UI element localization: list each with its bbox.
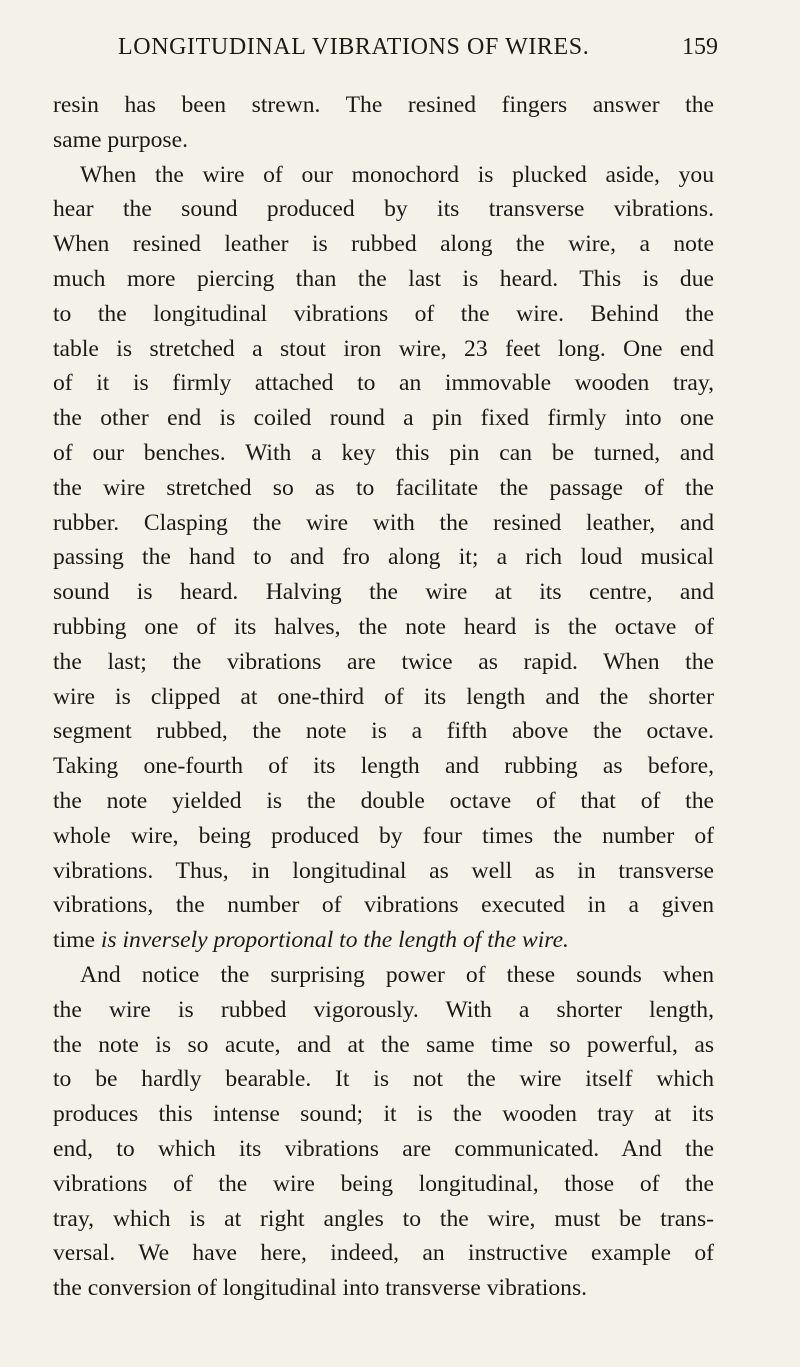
- text-line: [53, 645, 714, 680]
- text-line: [53, 88, 714, 123]
- text-line: [53, 401, 714, 436]
- text-line: [53, 262, 714, 297]
- text-line: [53, 297, 714, 332]
- text-line-content: time: [53, 927, 95, 954]
- text-line: [53, 819, 714, 854]
- text-line-content: to be hardly bearable. It is not the wire itself which: [53, 1066, 714, 1093]
- text-line: [53, 854, 714, 889]
- text-line-content: produces this intense sound; it is the wooden tray at its: [53, 1101, 714, 1128]
- text-line: [53, 993, 714, 1028]
- text-line: [53, 1097, 714, 1132]
- text-line-content: the other end is coiled round a pin fixed firmly into one: [53, 405, 714, 432]
- text-line-content: hear the sound produced by its transverse vibrations.: [53, 196, 714, 223]
- text-line: [53, 123, 714, 158]
- text-line-content: rubbing one of its halves, the note heard is the octave of: [53, 613, 714, 640]
- text-line-content: sound is heard. Halving the wire at its centre, and: [53, 579, 714, 606]
- text-line: [53, 1271, 714, 1306]
- italic-emphasis: is inversely proportional to the length of the wire.: [94, 927, 569, 954]
- text-line: [53, 610, 714, 645]
- text-line-content: vibrations, the number of vibrations executed in a given: [53, 892, 714, 919]
- running-title: LONGITUDINAL VIBRATIONS OF WIRES.: [118, 34, 590, 60]
- text-line: [53, 158, 714, 193]
- text-line-content: And notice the surprising power of these sounds when: [80, 961, 714, 988]
- text-line-content: of it is firmly attached to an immovable wooden tray,: [53, 370, 714, 397]
- text-line-content: the note is so acute, and at the same time so powerful, as: [53, 1031, 714, 1058]
- text-line: [53, 680, 714, 715]
- text-line-content: vibrations. Thus, in longitudinal as well as in transverse: [53, 857, 714, 884]
- text-line: [53, 366, 714, 401]
- text-line-content: When resined leather is rubbed along the wire, a note: [53, 231, 714, 258]
- text-line-content: same purpose.: [53, 126, 188, 153]
- text-line: [53, 575, 714, 610]
- text-line: [53, 1236, 714, 1271]
- text-line-content: the wire stretched so as to facilitate the passage of the: [53, 474, 714, 501]
- text-line-content: whole wire, being produced by four times the number of: [53, 822, 714, 849]
- text-line: [53, 958, 714, 993]
- text-line-content: much more piercing than the last is heard. This is due: [53, 265, 714, 292]
- text-line-content: rubber. Clasping the wire with the resined leather, and: [53, 509, 714, 536]
- text-line-content: table is stretched a stout iron wire, 23 feet long. One end: [53, 335, 714, 362]
- text-line-content: segment rubbed, the note is a fifth above the octave.: [53, 718, 714, 745]
- text-line: [53, 784, 714, 819]
- text-line-content: Taking one-fourth of its length and rubbing as before,: [53, 753, 714, 780]
- text-line-content: the note yielded is the double octave of that of the: [53, 787, 714, 814]
- text-line-content: to the longitudinal vibrations of the wire. Behind the: [53, 300, 714, 327]
- text-line-content: the last; the vibrations are twice as rapid. When the: [53, 648, 714, 675]
- text-line: [53, 1202, 714, 1237]
- text-line: [53, 471, 714, 506]
- text-line-content: the conversion of longitudinal into transverse vibrations.: [53, 1275, 588, 1302]
- running-head: [118, 34, 718, 68]
- text-line: [53, 506, 714, 541]
- text-line: [53, 714, 714, 749]
- text-line: [53, 1167, 714, 1202]
- text-line-content: versal. We have here, indeed, an instructive example of: [53, 1240, 714, 1267]
- text-line-content: resin has been strewn. The resined fingers answer the: [53, 92, 714, 118]
- text-line-content: tray, which is at right angles to the wire, must be trans-: [53, 1205, 714, 1232]
- body-text: [53, 88, 714, 1306]
- text-line: [53, 1062, 714, 1097]
- page-number: 159: [682, 34, 718, 60]
- text-line: [53, 332, 714, 367]
- text-line: [53, 227, 714, 262]
- text-line-content: of our benches. With a key this pin can be turned, and: [53, 439, 714, 466]
- text-line-content: When the wire of our monochord is plucked aside, you: [80, 161, 714, 188]
- text-line: [53, 1028, 714, 1063]
- text-line: [53, 749, 714, 784]
- text-line-content: the wire is rubbed vigorously. With a shorter length,: [53, 996, 714, 1023]
- text-line-content: vibrations of the wire being longitudinal, those of the: [53, 1170, 714, 1197]
- text-line: [53, 888, 714, 923]
- text-line-content: wire is clipped at one-third of its length and the shorter: [53, 683, 714, 710]
- text-line-content: end, to which its vibrations are communicated. And the: [53, 1135, 714, 1162]
- text-line: [53, 540, 714, 575]
- text-line: [53, 436, 714, 471]
- text-line: [53, 923, 714, 958]
- text-line: [53, 192, 714, 227]
- text-line-content: passing the hand to and fro along it; a rich loud musical: [53, 544, 714, 571]
- text-line: [53, 1132, 714, 1167]
